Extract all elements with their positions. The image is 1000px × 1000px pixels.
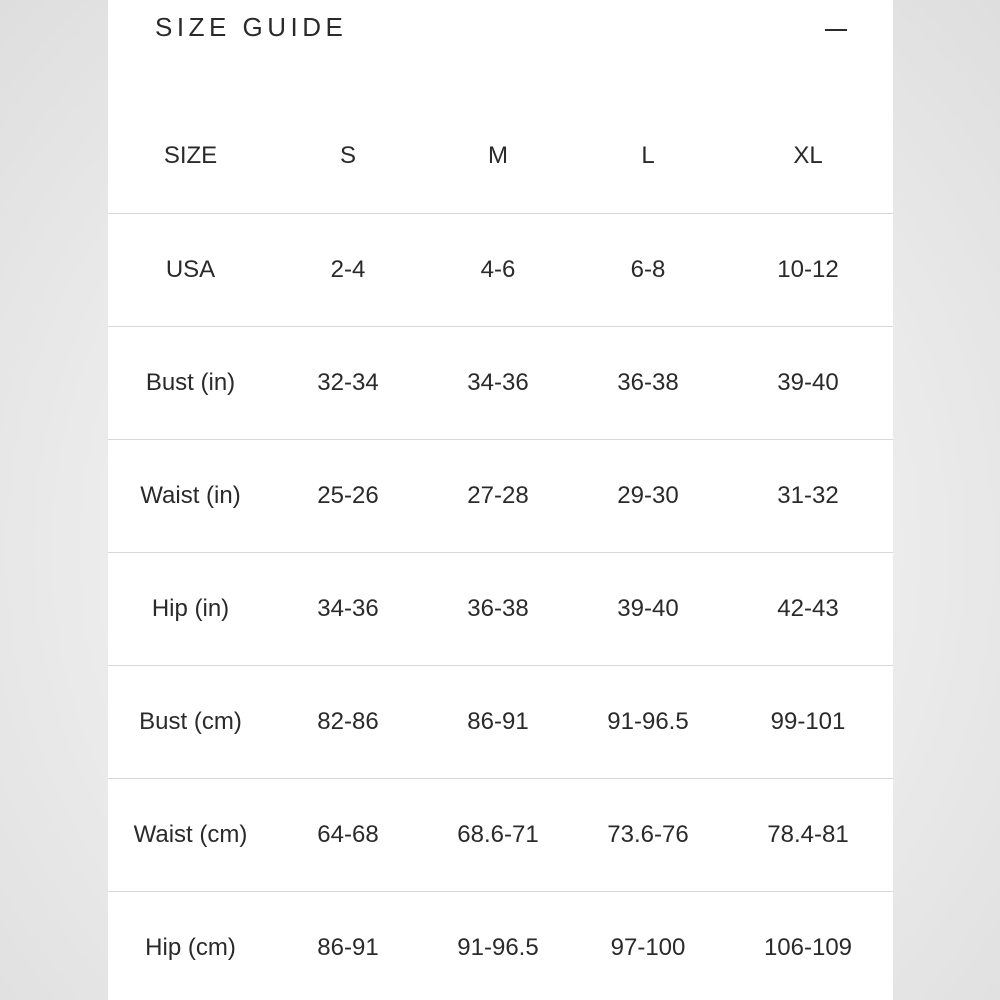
row-label: Hip (cm) xyxy=(145,933,236,961)
table-cell: 68.6-71 xyxy=(423,778,573,891)
table-cell: 78.4-81 xyxy=(723,778,893,891)
table-cell: 34-36 xyxy=(273,552,423,665)
table-cell: 39-40 xyxy=(723,326,893,439)
table-cell: 36-38 xyxy=(423,552,573,665)
minus-icon xyxy=(825,29,847,31)
column-header-l: L xyxy=(573,100,723,213)
row-label: Bust (in) xyxy=(108,326,273,439)
table-cell: 4-6 xyxy=(423,213,573,326)
table-cell: 91-96.5 xyxy=(573,665,723,778)
size-guide-header[interactable] xyxy=(108,0,893,60)
table-cell: 99-101 xyxy=(723,665,893,778)
table-row xyxy=(108,891,893,1000)
column-header-xl: XL xyxy=(723,100,893,213)
table-cell: 2-4 xyxy=(273,213,423,326)
table-cell: 32-34 xyxy=(273,326,423,439)
table-cell: 29-30 xyxy=(573,439,723,552)
table-cell: 86-91 xyxy=(317,933,379,961)
table-cell: 42-43 xyxy=(723,552,893,665)
table-cell: 106-109 xyxy=(763,933,853,961)
table-cell: 10-12 xyxy=(723,213,893,326)
table-header-row xyxy=(108,100,893,213)
table-row xyxy=(108,552,893,665)
table-cell: 6-8 xyxy=(573,213,723,326)
table-row xyxy=(108,213,893,326)
table-cell: 36-38 xyxy=(573,326,723,439)
table-cell: 64-68 xyxy=(273,778,423,891)
table-cell: 31-32 xyxy=(723,439,893,552)
size-table xyxy=(108,100,893,1000)
row-label: Waist (in) xyxy=(108,439,273,552)
table-cell: 39-40 xyxy=(573,552,723,665)
table-row xyxy=(108,326,893,439)
row-label: Hip (in) xyxy=(108,552,273,665)
column-header-m: M xyxy=(423,100,573,213)
row-label: Bust (cm) xyxy=(108,665,273,778)
row-label: USA xyxy=(108,213,273,326)
table-cell: 27-28 xyxy=(423,439,573,552)
column-header-s: S xyxy=(273,100,423,213)
table-cell: 73.6-76 xyxy=(573,778,723,891)
row-label: Waist (cm) xyxy=(108,778,273,891)
size-guide-title: SIZE GUIDE xyxy=(155,12,348,42)
table-row xyxy=(108,778,893,891)
table-cell: 34-36 xyxy=(423,326,573,439)
table-row xyxy=(108,439,893,552)
size-guide-panel xyxy=(108,0,893,1000)
table-cell: 91-96.5 xyxy=(457,933,539,961)
table-row xyxy=(108,665,893,778)
table-cell: 82-86 xyxy=(273,665,423,778)
table-cell: 86-91 xyxy=(423,665,573,778)
table-cell: 97-100 xyxy=(610,933,686,961)
table-cell: 25-26 xyxy=(273,439,423,552)
collapse-button[interactable] xyxy=(820,14,850,44)
column-header-size: SIZE xyxy=(108,100,273,213)
